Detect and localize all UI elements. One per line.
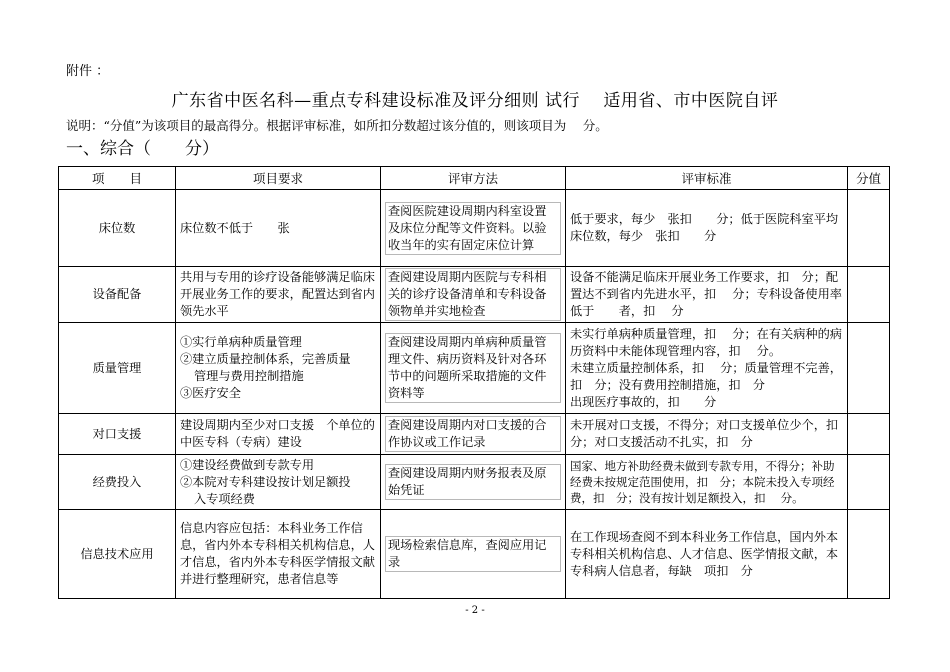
row-standard (566, 190, 848, 267)
standard-line: 在工作现场查阅不到本科业务工作信息，国内外本专科相关机构信息、人才信息、医学情报文献，本专科病人信息者，每缺 项扣 分 (570, 529, 839, 578)
header-score: 分值 (848, 167, 890, 190)
attachment-label: 附件 ： (66, 64, 110, 79)
standard-line: 设备不能满足临床开展业务工作要求，扣 分；配置达不到省内先进水平，扣 分；专科设备使用率低于 者，扣 分 (570, 270, 842, 318)
row-standard (566, 455, 848, 510)
row-item: 床位数 (59, 190, 176, 267)
table-row (59, 267, 890, 323)
standard-line: 未实行单病种质量管理，扣 分；在有关病种的病历资料中未能体现管理内容，扣 分。 (570, 326, 842, 358)
requirement-line: 信息内容应包括：本科业务工作信息，省内外本专科相关机构信息，人才信息，省内外本专科医学情报文献并进行整理研究，患者信息等 (180, 521, 375, 586)
requirement-line: ②本院对专科建设按计划足额投 (180, 474, 351, 489)
row-method (381, 190, 566, 267)
standard-line: 未建立质量控制体系，扣 分；质量管理不完善，扣 分；没有费用控制措施，扣 分 (570, 360, 842, 392)
table-row (59, 510, 890, 599)
header-method: 评审方法 (381, 167, 566, 190)
row-requirement (176, 267, 381, 323)
row-method (381, 455, 566, 510)
row-score (848, 414, 890, 455)
row-requirement (176, 323, 381, 414)
requirement-line: ③医疗安全 (180, 386, 241, 400)
row-method (381, 267, 566, 323)
row-score (848, 510, 890, 599)
row-requirement (176, 414, 381, 455)
row-score (848, 190, 890, 267)
row-standard (566, 323, 848, 414)
requirement-line: 床位数不低于 张 (180, 220, 290, 235)
requirement-line: 入专项经费 (194, 491, 255, 506)
row-method (381, 510, 566, 599)
row-item: 经费投入 (59, 455, 176, 510)
table-header-row (59, 167, 890, 190)
row-standard (566, 510, 848, 599)
row-requirement (176, 455, 381, 510)
requirement-line: ①建设经费做到专款专用 (180, 457, 315, 472)
standard-line: 国家、地方补助经费未做到专款专用，不得分；补助经费未按规定范围使用，扣 分；本院未投入专项经费，扣 分；没有按计划足额投入，扣 分。 (570, 459, 835, 505)
header-requirement: 项目要求 (176, 167, 381, 190)
page-number: - 2 - (465, 605, 485, 616)
method-text: 查阅建设周期内医院与专科相关的诊疗设备清单和专科设备领物单并实地检查 (385, 268, 561, 321)
header-standard: 评审标准 (566, 167, 848, 190)
evaluation-table (58, 166, 890, 599)
row-requirement (176, 190, 381, 267)
requirement-line: 建设周期内至少对口支援 个单位的中医专科（专病）建设 (180, 418, 375, 449)
standard-line: 出现医疗事故的，扣 分 (570, 394, 717, 409)
row-item: 质量管理 (59, 323, 176, 414)
method-text: 查阅建设周期内对口支援的合作协议或工作记录 (385, 416, 561, 452)
requirement-line: 管理与费用控制措施 (194, 369, 304, 383)
table-row (59, 414, 890, 455)
row-method (381, 414, 566, 455)
method-text: 查阅医院建设周期内科室设置及床位分配等文件资料。以验收当年的实有固定床位计算 (385, 202, 561, 255)
section-heading: 一、综合（ 分） (66, 139, 219, 159)
row-item: 设备配备 (59, 267, 176, 323)
row-requirement (176, 510, 381, 599)
row-standard (566, 414, 851, 455)
method-text: 现场检索信息库，查阅应用记录 (385, 536, 561, 572)
header-item: 项 目 (59, 167, 176, 190)
row-score (848, 267, 890, 323)
table-row (59, 190, 890, 267)
standard-line: 未开展对口支援，不得分；对口支援单位少个，扣 分；对口支援活动不扎实，扣 分 (570, 418, 851, 449)
requirement-line: ②建立质量控制体系，完善质量 (180, 352, 351, 366)
row-score (848, 323, 890, 414)
document-title: 广东省中医名科—重点专科建设标准及评分细则 试行 适用省、市中医院自评 (171, 91, 779, 111)
table-row (59, 455, 890, 510)
requirement-line: 共用与专用的诊疗设备能够满足临床开展业务工作的要求，配置达到省内领先水平 (180, 270, 375, 318)
method-text: 查阅建设周期内财务报表及原始凭证 (385, 464, 561, 500)
method-text: 查阅建设周期内单病种质量管理文件、病历资料及针对各环节中的问题所采取措施的文件资料等 (385, 333, 561, 403)
row-item: 信息技术应用 (59, 510, 176, 599)
requirement-line: ①实行单病种质量管理 (180, 335, 302, 349)
row-method (381, 323, 566, 414)
row-score (848, 455, 890, 510)
row-item: 对口支援 (59, 414, 176, 455)
explanation-note: 说明：“分值”为该项目的最高得分。根据评审标准，如所扣分数超过该分值的，则该项目为 分。 (66, 118, 608, 133)
table-row (59, 323, 890, 414)
row-standard (566, 267, 848, 323)
standard-line: 低于要求，每少 张扣 分；低于医院科室平均床位数，每少 张扣 分 (570, 212, 839, 243)
